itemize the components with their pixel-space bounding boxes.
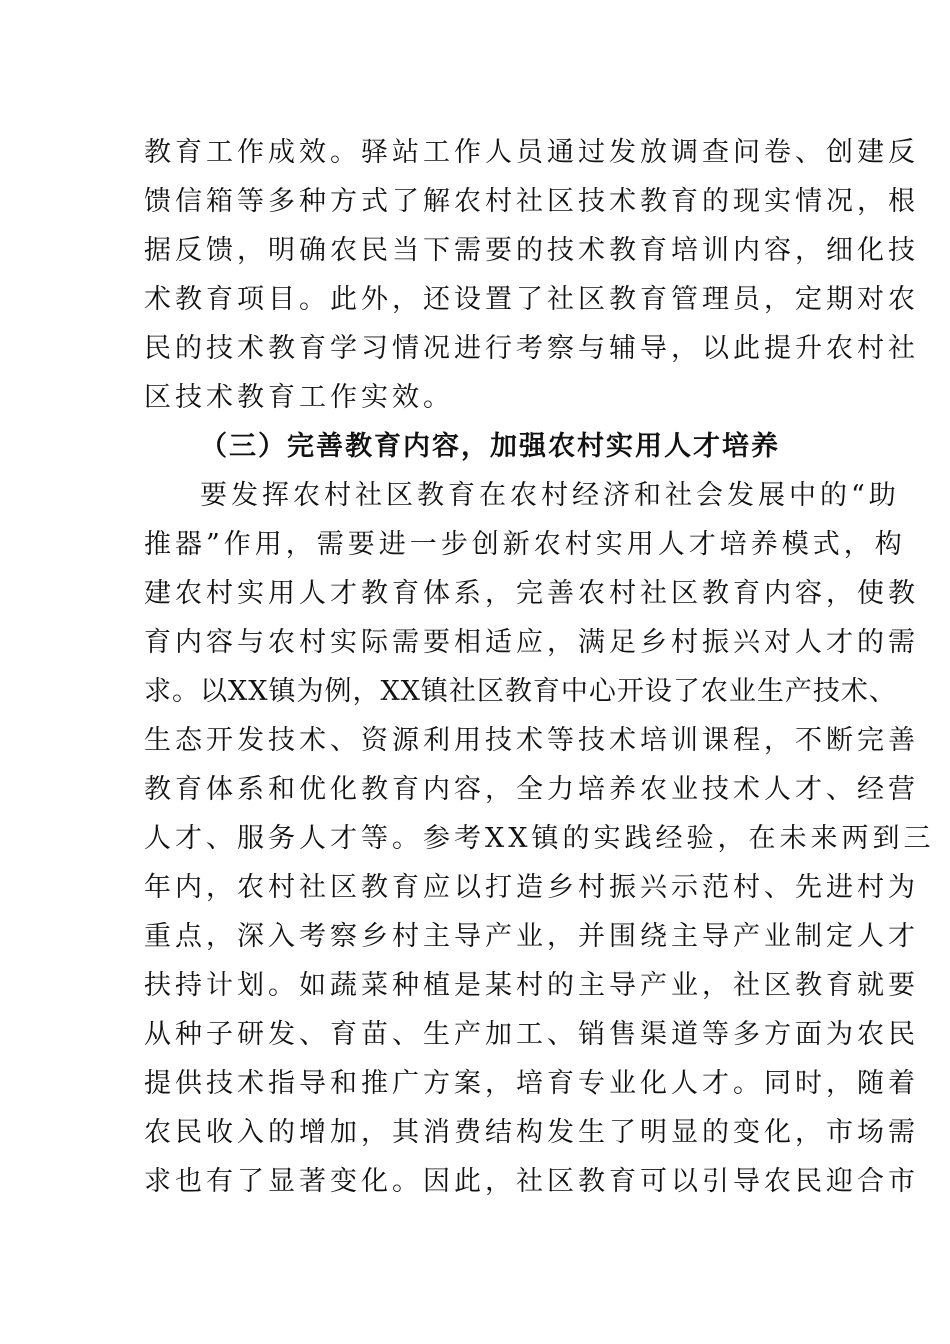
paragraph-line: 推器”作用，需要进一步创新农村实用人才培养模式，构 <box>144 529 906 560</box>
paragraph-line: 据反馈，明确农民当下需要的技术教育培训内容，细化技 <box>144 235 919 266</box>
paragraph-line: 重点，深入考察乡村主导产业，并围绕主导产业制定人才 <box>144 921 919 952</box>
paragraph-line: 建农村实用人才教育体系，完善农村社区教育内容，使教 <box>144 578 919 609</box>
paragraph-line: 求也有了显著变化。因此，社区教育可以引导农民迎合市 <box>144 1166 919 1197</box>
paragraph-line: 民的技术教育学习情况进行考察与辅导，以此提升农村社 <box>144 333 919 364</box>
paragraph-line: 求。以XX镇为例，XX镇社区教育中心开设了农业生产技术、 <box>144 676 897 707</box>
paragraph-line: 区技术教育工作实效。 <box>144 382 454 413</box>
section-heading: （三）完善教育内容，加强农村实用人才培养 <box>200 431 780 462</box>
paragraph-line: 教育体系和优化教育内容，全力培养农业技术人才、经营 <box>144 774 919 805</box>
paragraph-line: 提供技术指导和推广方案，培育专业化人才。同时，随着 <box>144 1068 919 1099</box>
paragraph-line: 馈信箱等多种方式了解农村社区技术教育的现实情况，根 <box>144 186 919 217</box>
body-text <box>144 128 935 1206</box>
paragraph-line: 生态开发技术、资源利用技术等技术培训课程，不断完善 <box>144 725 919 756</box>
paragraph-line: 年内，农村社区教育应以打造乡村振兴示范村、先进村为 <box>144 872 919 903</box>
paragraph-line: 农民收入的增加，其消费结构发生了明显的变化，市场需 <box>144 1117 919 1148</box>
paragraph-line: 扶持计划。如蔬菜种植是某村的主导产业，社区教育就要 <box>144 970 919 1001</box>
paragraph-line: 术教育项目。此外，还设置了社区教育管理员，定期对农 <box>144 284 919 315</box>
paragraph-line: 从种子研发、育苗、生产加工、销售渠道等多方面为农民 <box>144 1019 919 1050</box>
paragraph-line: 育内容与农村实际需要相适应，满足乡村振兴对人才的需 <box>144 627 919 658</box>
paragraph-line: 人才、服务人才等。参考XX镇的实践经验，在未来两到三 <box>144 823 935 854</box>
paragraph-line: 教育工作成效。驿站工作人员通过发放调查问卷、创建反 <box>144 137 919 168</box>
paragraph-line: 要发挥农村社区教育在农村经济和社会发展中的“助 <box>200 480 900 511</box>
